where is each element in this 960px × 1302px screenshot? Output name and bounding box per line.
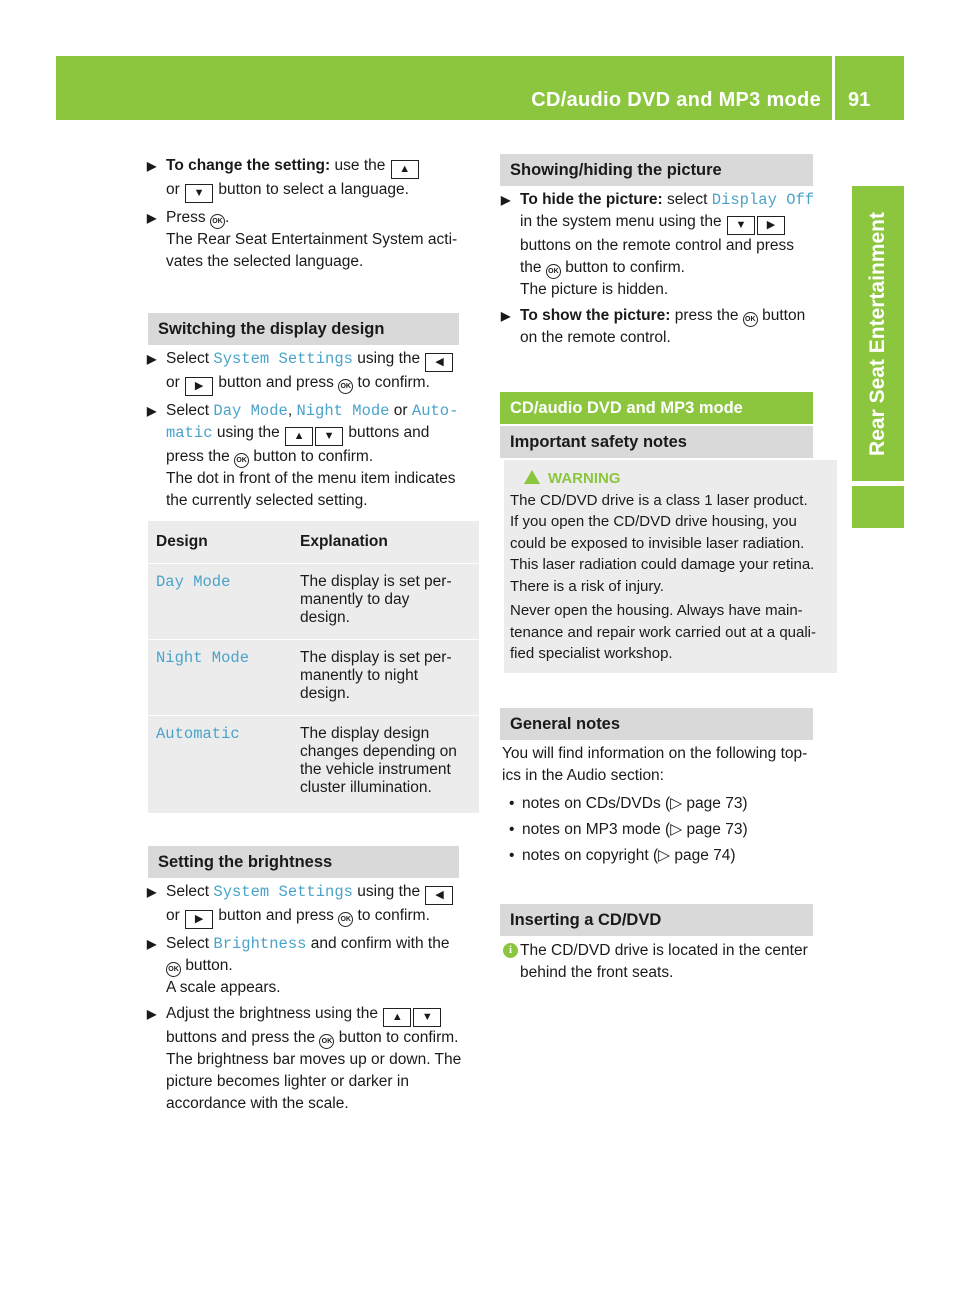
step-arrow-icon: ▶: [147, 1007, 157, 1021]
down-button-icon: ▼: [315, 427, 343, 446]
section-heading: General notes: [500, 708, 813, 740]
page-number: 91: [848, 89, 871, 111]
page-ref-arrow-icon: ▷: [670, 821, 683, 838]
step-text: The picture is hidden.: [520, 281, 669, 298]
step-text: button to select a language.: [218, 181, 409, 198]
down-button-icon: ▼: [185, 184, 213, 203]
table-header-row: [148, 521, 479, 564]
table-header-explanation: Explanation: [292, 521, 479, 564]
section-general: [500, 708, 813, 740]
step-text: select: [666, 191, 708, 208]
step-arrow-icon: ▶: [147, 404, 157, 418]
step-text: or: [393, 402, 408, 419]
step-text: accordance with the scale.: [166, 1095, 349, 1112]
step-text: Select: [166, 350, 210, 367]
step-text: Select: [166, 883, 210, 900]
step-arrow-icon: ▶: [501, 193, 511, 207]
step-text: Select: [166, 402, 210, 419]
picture-steps: [501, 189, 836, 353]
explanation-cell: [292, 716, 479, 814]
step-text: use the: [334, 157, 386, 174]
step-arrow-icon: ▶: [147, 352, 157, 366]
explanation-text: the vehicle instrument: [300, 761, 451, 778]
step-adjust-brightness: [147, 1003, 482, 1115]
info-text: The CD/DVD drive is located in the center: [520, 942, 808, 959]
ok-button-icon: OK: [338, 379, 353, 394]
page-link[interactable]: page 73): [686, 795, 748, 812]
page-ref-arrow-icon: ▷: [670, 795, 683, 812]
explanation-text: changes depending on: [300, 743, 457, 760]
step-text: button.: [185, 957, 233, 974]
ok-button-icon: OK: [166, 962, 181, 977]
step-arrow-icon: ▶: [147, 885, 157, 899]
design-cell: Automatic: [156, 725, 240, 743]
warning-box: [504, 460, 837, 673]
warning-text: If you open the CD/DVD drive housing, you: [510, 513, 797, 530]
right-button-icon: ▶: [757, 216, 785, 235]
step-label: To show the picture:: [520, 307, 671, 324]
step-arrow-icon: ▶: [147, 937, 157, 951]
step-text: The brightness bar moves up or down. The: [166, 1051, 462, 1068]
step-text: press the: [674, 307, 739, 324]
down-button-icon: ▼: [727, 216, 755, 235]
left-button-icon: ◀: [425, 886, 453, 905]
warning-triangle-icon: [524, 470, 540, 484]
menu-item-code: System Settings: [213, 883, 353, 901]
step-press-ok: [147, 207, 482, 273]
info-text: behind the front seats.: [520, 964, 674, 981]
section-heading: Inserting a CD/DVD: [500, 904, 813, 936]
step-text: buttons on the remote control and press: [520, 237, 794, 254]
step-text: in the system menu using the: [520, 213, 722, 230]
section-heading: Switching the display design: [148, 313, 459, 345]
brightness-steps: [147, 881, 482, 1119]
section-inserting: [500, 904, 813, 936]
step-label: To hide the picture:: [520, 191, 663, 208]
explanation-text: The display is set per-: [300, 573, 452, 590]
list-text: notes on MP3 mode (: [522, 821, 671, 838]
step-text: button: [762, 307, 806, 324]
warning-text: This laser radiation could damage your retina.: [510, 556, 815, 573]
table-row: [148, 716, 479, 814]
design-table: [148, 521, 479, 814]
ok-button-icon: OK: [210, 214, 225, 229]
step-text: The Rear Seat Entertainment System acti-: [166, 231, 458, 248]
side-tab-marker: [852, 486, 904, 528]
explanation-text: design.: [300, 609, 350, 626]
step-text: or: [166, 907, 180, 924]
step-change-setting: [147, 155, 482, 203]
design-cell: Night Mode: [156, 649, 250, 667]
bullet-icon: •: [509, 821, 515, 838]
section-cd-mode: [500, 392, 813, 424]
step-text: buttons and press the: [166, 1029, 316, 1046]
ok-button-icon: OK: [546, 264, 561, 279]
step-text: picture becomes lighter or darker in: [166, 1073, 409, 1090]
step-select-system-settings: [147, 348, 482, 396]
right-button-icon: ▶: [185, 910, 213, 929]
up-button-icon: ▲: [383, 1008, 411, 1027]
explanation-text: The display design: [300, 725, 430, 742]
explanation-text: manently to night: [300, 667, 419, 684]
step-text: button and press: [218, 907, 334, 924]
left-language-steps: [147, 155, 482, 277]
explanation-text: cluster illumination.: [300, 779, 432, 796]
menu-item-code: Night Mode: [296, 402, 390, 420]
warning-text: fied specialist workshop.: [510, 645, 673, 662]
step-text: using the: [357, 883, 421, 900]
step-text: .: [224, 209, 230, 226]
list-text: notes on CDs/DVDs (: [522, 795, 671, 812]
step-text: The dot in front of the menu item indicates: [166, 470, 456, 487]
step-show-picture: [501, 305, 836, 349]
design-table-wrap: [148, 521, 479, 814]
explanation-text: manently to day: [300, 591, 410, 608]
list-item: [507, 793, 837, 815]
section-brightness: [148, 846, 459, 878]
section-heading: Showing/hiding the picture: [500, 154, 813, 186]
header-divider: [832, 56, 835, 120]
step-text: using the: [216, 424, 280, 441]
explanation-text: The display is set per-: [300, 649, 452, 666]
warning-text: There is a risk of injury.: [510, 577, 664, 595]
ok-button-icon: OK: [743, 312, 758, 327]
step-text: or: [166, 374, 180, 391]
paragraph-text: You will find information on the following top-: [502, 745, 808, 762]
up-button-icon: ▲: [391, 160, 419, 179]
info-icon: i: [503, 943, 518, 958]
step-text: vates the selected language.: [166, 253, 364, 270]
step-text: the: [520, 259, 542, 276]
step-text: button and press: [218, 374, 334, 391]
step-text: the currently selected setting.: [166, 492, 368, 509]
warning-title: WARNING: [548, 470, 621, 487]
warning-text: Never open the housing. Always have main-: [510, 602, 803, 619]
step-text: A scale appears.: [166, 979, 281, 996]
step-text: button to confirm.: [338, 1029, 459, 1046]
step-text: Adjust the brightness using the: [166, 1005, 378, 1022]
bullet-icon: •: [509, 847, 515, 864]
step-text: to confirm.: [357, 374, 430, 391]
step-text: button to confirm.: [253, 448, 374, 465]
step-text: and confirm with the: [310, 935, 450, 952]
list-text: notes on copyright (: [522, 847, 659, 864]
step-label: To change the setting:: [166, 157, 331, 174]
page-ref-arrow-icon: ▷: [658, 847, 671, 864]
ok-button-icon: OK: [234, 453, 249, 468]
table-row: [148, 564, 479, 640]
list-item: [507, 819, 837, 841]
explanation-cell: [292, 564, 479, 640]
section-picture: [500, 154, 813, 186]
menu-item-code: Brightness: [213, 935, 307, 953]
step-text: press the: [166, 448, 230, 465]
menu-item-code: Auto‐: [411, 402, 459, 420]
warning-text: The CD/DVD drive is a class 1 laser product.: [510, 491, 808, 509]
menu-item-code: matic: [166, 424, 213, 442]
down-button-icon: ▼: [413, 1008, 441, 1027]
menu-item-code: Day Mode: [213, 402, 288, 420]
menu-item-code: Display Off: [711, 191, 815, 209]
section-heading: Important safety notes: [500, 426, 813, 458]
side-tab-label-box: [852, 186, 904, 481]
general-notes: [502, 743, 837, 871]
step-text: Select: [166, 935, 210, 952]
step-hide-picture: [501, 189, 836, 301]
header-title: CD/audio DVD and MP3 mode: [531, 89, 821, 111]
table-header-design: Design: [148, 521, 292, 564]
step-text: to confirm.: [357, 907, 430, 924]
step-text: Press: [166, 209, 206, 226]
right-button-icon: ▶: [185, 377, 213, 396]
page-link[interactable]: page 74): [674, 847, 736, 864]
step-text: on the remote control.: [520, 329, 671, 346]
table-row: [148, 640, 479, 716]
step-select-system-settings: [147, 881, 482, 929]
step-arrow-icon: ▶: [147, 159, 157, 173]
list-item: [507, 845, 837, 867]
step-select-brightness: [147, 933, 482, 999]
step-text: using the: [357, 350, 421, 367]
page-link[interactable]: page 73): [686, 821, 748, 838]
design-cell: Day Mode: [156, 573, 231, 591]
step-arrow-icon: ▶: [147, 211, 157, 225]
section-heading-main: CD/audio DVD and MP3 mode: [500, 392, 813, 424]
step-text: ,: [287, 402, 293, 419]
section-heading: Setting the brightness: [148, 846, 459, 878]
up-button-icon: ▲: [285, 427, 313, 446]
side-tab-label: Rear Seat Entertainment: [866, 211, 889, 456]
warning-text: could be exposed to invisible laser radiation.: [510, 534, 805, 552]
explanation-cell: [292, 640, 479, 716]
ok-button-icon: OK: [338, 912, 353, 927]
warning-text: tenance and repair work carried out at a quali-: [510, 623, 817, 641]
paragraph-text: ics in the Audio section:: [502, 767, 664, 784]
step-arrow-icon: ▶: [501, 309, 511, 323]
section-display-design: [148, 313, 459, 345]
display-design-steps: [147, 348, 482, 516]
step-text: buttons and: [348, 424, 430, 441]
step-text: button to confirm.: [565, 259, 685, 276]
section-safety: [500, 426, 813, 458]
explanation-text: design.: [300, 685, 350, 702]
menu-item-code: System Settings: [213, 350, 353, 368]
bullet-icon: •: [509, 795, 515, 812]
inserting-note: [503, 940, 838, 984]
step-select-mode: [147, 400, 482, 512]
step-text: or: [166, 181, 180, 198]
left-button-icon: ◀: [425, 353, 453, 372]
ok-button-icon: OK: [319, 1034, 334, 1049]
